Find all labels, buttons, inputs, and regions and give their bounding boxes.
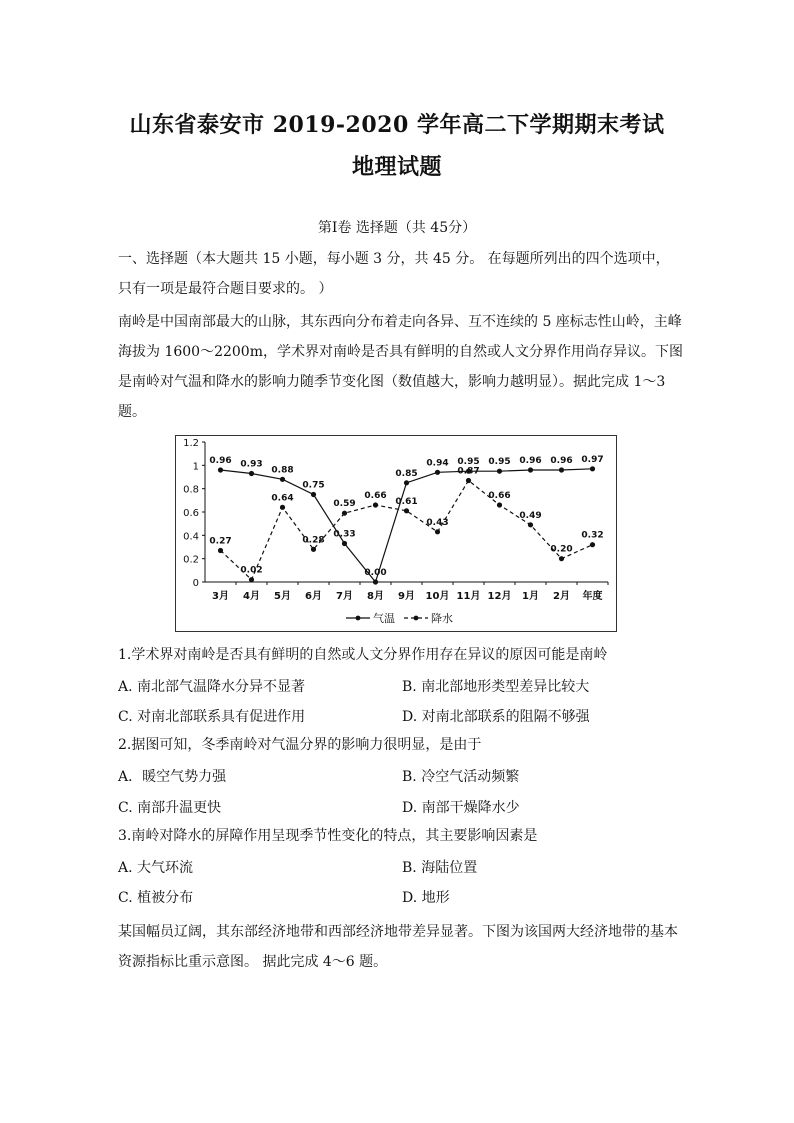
- x-tick-label: 7月: [336, 591, 353, 602]
- data-point: [590, 542, 595, 547]
- influence-chart-svg: [176, 436, 616, 631]
- x-tick-label: 年度: [582, 591, 603, 602]
- data-point: [466, 478, 471, 483]
- question-1-option-b[interactable]: B. 南北部地形类型差异比较大: [402, 679, 590, 695]
- passage2-line-2: 资源指标比重示意图。 据此完成 4～6 题。: [118, 954, 388, 970]
- question-3-option-a[interactable]: A. 大气环流: [118, 860, 194, 876]
- question-2-option-a[interactable]: A．暖空气势力强: [118, 769, 227, 785]
- y-tick-label: 0.8: [183, 484, 199, 496]
- section-title: 第Ⅰ卷 选择题（共 45分）: [317, 220, 477, 236]
- x-tick-label: 6月: [305, 591, 322, 602]
- data-point: [311, 547, 316, 552]
- question-1-option-c[interactable]: C. 对南北部联系具有促进作用: [118, 709, 306, 725]
- data-label: 0.95: [457, 457, 480, 468]
- data-label: 0.97: [581, 454, 604, 465]
- data-point: [497, 502, 502, 507]
- data-point: [559, 556, 564, 561]
- question-1-stem: 1.学术界对南岭是否具有鲜明的自然或人文分界作用存在异议的原因可能是南岭: [118, 647, 608, 663]
- question-1-option-d[interactable]: D. 对南北部联系的阻隔不够强: [402, 709, 590, 725]
- data-point: [373, 579, 378, 584]
- question-2-option-d[interactable]: D. 南部干燥降水少: [402, 800, 520, 816]
- question-2-stem: 2.据图可知，冬季南岭对气温分界的影响力很明显，是由于: [118, 737, 482, 753]
- x-tick-label: 12月: [487, 591, 512, 602]
- data-point: [280, 505, 285, 510]
- data-label: 0.88: [271, 465, 294, 476]
- data-label: 0.00: [364, 568, 387, 578]
- data-point: [311, 492, 316, 497]
- data-point: [404, 508, 409, 513]
- data-point: [218, 548, 223, 553]
- instructions-line-2: 只有一项是最符合题目要求的。 ）: [118, 281, 333, 297]
- x-tick-label: 9月: [398, 591, 415, 602]
- influence-chart: [175, 435, 617, 632]
- data-label: 0.43: [426, 517, 449, 528]
- data-label: 0.66: [488, 491, 511, 501]
- data-point: [435, 470, 440, 475]
- instructions-line-1: 一、选择题（本大题共 15 小题，每小题 3 分，共 45 分。 在每题所列出的四个选项中，: [118, 251, 670, 267]
- data-point: [342, 511, 347, 516]
- data-label: 0.87: [457, 466, 480, 477]
- question-3-option-d[interactable]: D. 地形: [402, 890, 450, 906]
- x-tick-label: 1月: [522, 591, 539, 602]
- data-label: 0.33: [333, 529, 356, 540]
- data-label: 0.75: [302, 480, 325, 491]
- data-label: 0.32: [581, 530, 604, 541]
- data-point: [559, 467, 564, 472]
- data-label: 0.20: [550, 544, 573, 555]
- question-1-option-a[interactable]: A. 南北部气温降水分异不显著: [118, 679, 306, 695]
- data-label: 0.59: [333, 499, 356, 510]
- data-label: 0.61: [395, 496, 418, 507]
- data-label: 0.94: [426, 458, 449, 469]
- x-tick-label: 8月: [367, 591, 384, 602]
- series-line-temperature: [221, 466, 593, 582]
- question-3-stem: 3.南岭对降水的屏障作用呈现季节性变化的特点，其主要影响因素是: [118, 828, 538, 844]
- question-2-option-b[interactable]: B. 冷空气活动频繁: [402, 769, 520, 785]
- passage1-line-4: 题。: [118, 404, 146, 420]
- data-point: [342, 541, 347, 546]
- data-label: 0.93: [240, 459, 263, 470]
- data-label: 0.95: [488, 457, 511, 468]
- data-label: 0.49: [519, 510, 542, 521]
- data-label: 0.64: [271, 493, 294, 504]
- data-point: [373, 502, 378, 507]
- legend-temp-label: 气温: [373, 612, 395, 625]
- exam-subtitle: 地理试题: [351, 154, 442, 180]
- passage1-line-3: 是南岭对气温和降水的影响力随季节变化图（数值越大，影响力越明显）。据此完成 1～3: [118, 374, 666, 390]
- exam-title: 山东省泰安市 2019-2020 学年高二下学期期末考试: [129, 112, 665, 138]
- passage1-line-1: 南岭是中国南部最大的山脉，其东西向分布着走向各异、互不连续的 5 座标志性山岭，主峰: [118, 314, 682, 330]
- data-point: [280, 477, 285, 482]
- question-2-option-c[interactable]: C. 南部升温更快: [118, 800, 222, 816]
- data-label: 0.28: [302, 535, 325, 546]
- legend-rain-marker: [414, 616, 419, 621]
- data-point: [218, 467, 223, 472]
- question-3-option-c[interactable]: C. 植被分布: [118, 890, 194, 906]
- x-tick-label: 2月: [553, 591, 570, 602]
- data-point: [404, 480, 409, 485]
- y-tick-label: 1.2: [183, 438, 199, 449]
- data-label: 0.96: [550, 456, 573, 466]
- x-tick-label: 11月: [456, 591, 481, 602]
- x-tick-label: 5月: [274, 591, 291, 602]
- x-tick-label: 4月: [243, 591, 260, 602]
- x-tick-label: 3月: [212, 591, 229, 602]
- y-tick-label: 1: [192, 461, 199, 473]
- data-point: [590, 466, 595, 471]
- data-label: 0.96: [519, 456, 542, 466]
- y-tick-label: 0.2: [183, 554, 199, 566]
- question-3-option-b[interactable]: B. 海陆位置: [402, 860, 478, 876]
- passage1-line-2: 海拔为 1600～2200m，学术界对南岭是否具有鲜明的自然或人文分界作用尚存异议。下图: [118, 344, 683, 360]
- y-tick-label: 0: [192, 578, 199, 589]
- data-point: [528, 467, 533, 472]
- x-tick-label: 10月: [425, 591, 450, 602]
- legend-temp-marker: [356, 616, 361, 621]
- data-point: [249, 471, 254, 476]
- data-point: [528, 522, 533, 527]
- data-label: 0.27: [209, 536, 232, 547]
- data-point: [249, 577, 254, 582]
- data-label: 0.96: [209, 456, 232, 466]
- data-label: 0.02: [240, 565, 263, 576]
- y-tick-label: 0.6: [183, 508, 199, 519]
- data-point: [497, 469, 502, 474]
- y-tick-label: 0.4: [183, 531, 199, 543]
- data-point: [435, 529, 440, 534]
- data-label: 0.66: [364, 491, 387, 501]
- passage2-line-1: 某国幅员辽阔，其东部经济地带和西部经济地带差异显著。下图为该国两大经济地带的基本: [118, 924, 678, 940]
- data-label: 0.85: [395, 468, 418, 479]
- legend-rain-label: 降水: [431, 612, 453, 625]
